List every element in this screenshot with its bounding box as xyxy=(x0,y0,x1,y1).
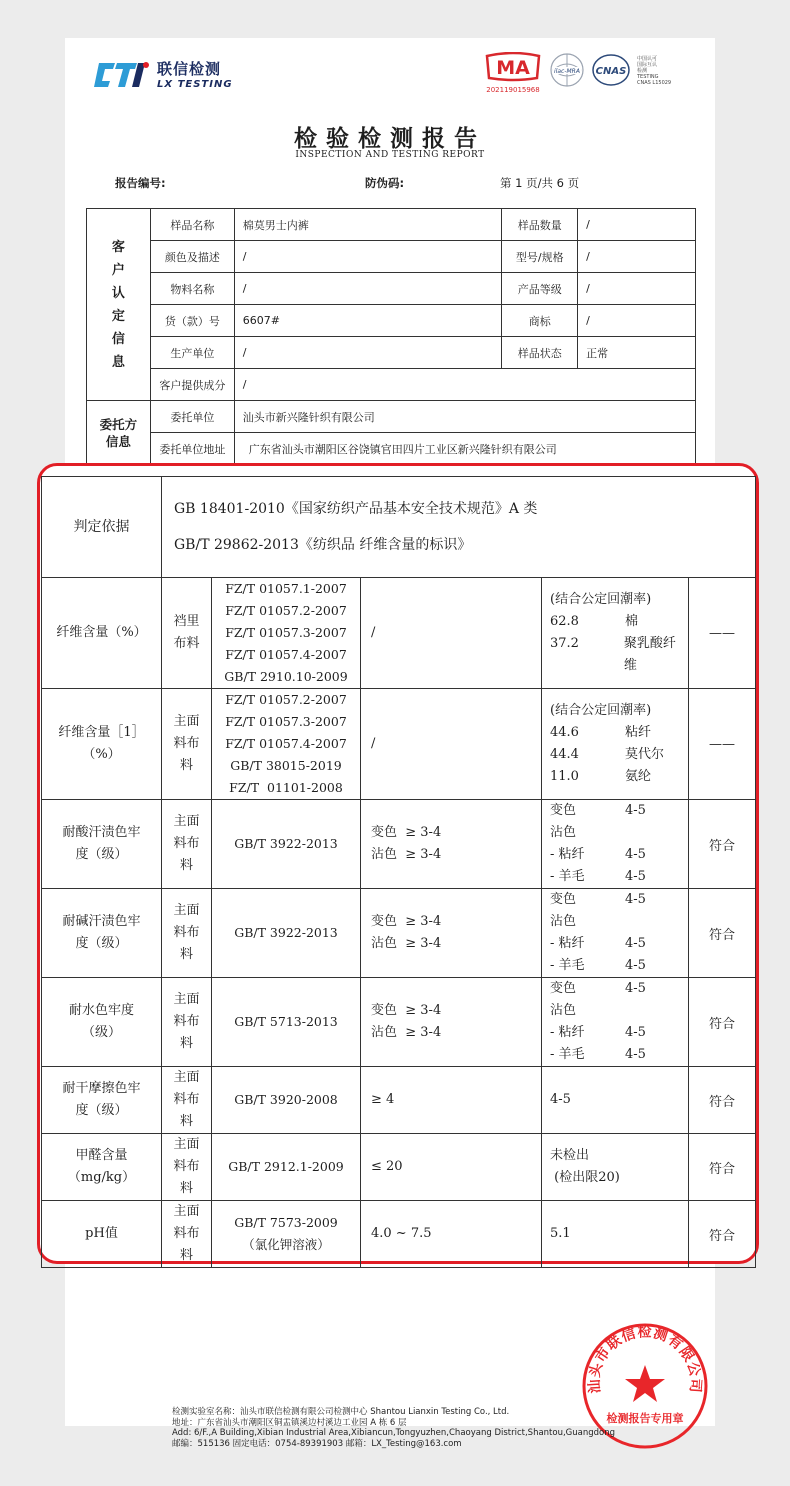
test-standard-text: GB/T 7573-2009 xyxy=(234,1215,338,1230)
sample-part-text: 料 xyxy=(179,758,193,773)
requirement-text: 变色 ≥ 3-4 xyxy=(371,1003,442,1018)
report-number-label: 报告编号: xyxy=(115,176,166,190)
test-standard xyxy=(212,1134,361,1201)
test-item-name: 度（级） xyxy=(75,847,128,862)
info-row xyxy=(87,401,696,433)
result-value: 聚乳酸纤维 xyxy=(623,636,676,673)
result-key: - 粘纤 xyxy=(550,936,585,951)
result-value: 4-5 xyxy=(625,847,646,862)
result-line xyxy=(550,844,688,866)
requirement xyxy=(361,689,542,800)
result-key: 37.2 xyxy=(550,636,579,651)
basis-label: 判定依据 xyxy=(42,477,162,578)
info-value: 广东省汕头市潮阳区谷饶镇官田四片工业区新兴隆针织有限公司 xyxy=(234,433,695,465)
sample-part-text: 料布 xyxy=(173,925,200,940)
requirement xyxy=(361,800,542,889)
test-item-name: 耐碱汗渍色牢 xyxy=(62,914,141,929)
sample-part-text: 主面 xyxy=(173,814,200,829)
result-line xyxy=(550,978,688,1000)
requirement-text: 沾色 ≥ 3-4 xyxy=(371,1025,442,1040)
test-standard-text: FZ/T 01057.4-2007 xyxy=(225,736,347,751)
info-value: / xyxy=(234,337,502,369)
sample-part-text: 主面 xyxy=(173,1070,200,1085)
test-item-name: 纤维含量（%） xyxy=(56,625,147,640)
info-label: 型号/规格 xyxy=(502,241,578,273)
lx-logo-icon xyxy=(93,59,151,89)
svg-text:ilac-MRA: ilac-MRA xyxy=(554,68,580,75)
info-row xyxy=(87,273,696,305)
result-key: 44.4 xyxy=(550,747,579,762)
info-value: 棉莫男士内裤 xyxy=(234,209,502,241)
test-standard-text: GB/T 2910.10-2009 xyxy=(224,669,348,684)
sample-part-text: 料 xyxy=(179,1248,193,1263)
requirement xyxy=(361,1201,542,1268)
result-key: 沾色 xyxy=(550,1003,577,1018)
test-result xyxy=(542,1067,689,1134)
result-value: 4-5 xyxy=(625,892,646,907)
test-item-name: 度（级） xyxy=(75,936,128,951)
test-item-name: 度（级） xyxy=(75,1103,128,1118)
certification-logos xyxy=(483,52,685,94)
test-result xyxy=(542,689,689,800)
test-item xyxy=(42,889,162,978)
logo-en-text: LX TESTING xyxy=(157,79,233,90)
sample-part-text: 料 xyxy=(179,1181,193,1196)
result-value: 4-5 xyxy=(625,803,646,818)
result-row xyxy=(42,1067,756,1134)
result-value: 莫代尔 xyxy=(625,747,665,762)
test-standard xyxy=(212,889,361,978)
test-standard xyxy=(212,1201,361,1268)
sample-part-text: 主面 xyxy=(173,714,200,729)
test-standard-text: GB/T 3922-2013 xyxy=(234,836,338,851)
test-item xyxy=(42,800,162,889)
requirement xyxy=(361,1067,542,1134)
footer-line: 地址：广东省汕头市潮阳区铜盂镇溪边村溪边工业园 A 栋 6 层 xyxy=(172,1417,407,1428)
basis-content xyxy=(162,477,756,578)
result-key: (结合公定回潮率) xyxy=(550,592,652,607)
info-row xyxy=(87,369,696,401)
info-value: / xyxy=(578,209,696,241)
test-item-name: 耐水色牢度 xyxy=(68,1003,134,1018)
test-standard-text: GB/T 3922-2013 xyxy=(234,925,338,940)
test-result xyxy=(542,1201,689,1268)
result-line xyxy=(550,866,688,888)
sample-part-text: 料 xyxy=(179,947,193,962)
result-line xyxy=(550,822,688,844)
result-line xyxy=(550,1000,688,1022)
info-label: 货（款）号 xyxy=(150,305,234,337)
requirement-text: / xyxy=(371,625,376,640)
result-key: (检出限20) xyxy=(550,1170,620,1185)
requirement-text: 变色 ≥ 3-4 xyxy=(371,914,442,929)
info-value: / xyxy=(234,273,502,305)
sample-part-text: 料布 xyxy=(173,1159,200,1174)
sample-part-text: 主面 xyxy=(173,1137,200,1152)
info-label: 委托单位地址 xyxy=(150,433,234,465)
test-standard-text: GB/T 3920-2008 xyxy=(234,1092,338,1107)
test-results-table xyxy=(41,476,756,1268)
company-logo xyxy=(93,58,233,90)
info-label: 产品等级 xyxy=(502,273,578,305)
result-key: 5.1 xyxy=(550,1226,571,1241)
result-line xyxy=(550,1167,688,1189)
conclusion: 符合 xyxy=(689,800,756,889)
result-key: 11.0 xyxy=(550,769,579,784)
test-item-name: 耐干摩擦色牢 xyxy=(62,1081,141,1096)
result-line xyxy=(550,766,688,788)
result-line xyxy=(550,1089,688,1111)
info-label: 客户提供成分 xyxy=(150,369,234,401)
result-value: 棉 xyxy=(625,614,639,629)
basis-standard: GB/T 29862-2013《纺织品 纤维含量的标识》 xyxy=(174,537,472,553)
info-value: / xyxy=(578,241,696,273)
info-value: / xyxy=(578,273,696,305)
requirement-text: ≤ 20 xyxy=(371,1159,403,1174)
footer-line: Add: 6/F.,A Building,Xibian Industrial Area,Xibiancun,Tongyuzhen,Chaoyang District,Shantou,Guangdong xyxy=(172,1428,616,1438)
result-key: 未检出 xyxy=(550,1148,590,1163)
svg-text:CNAS: CNAS xyxy=(595,66,627,77)
result-value: 4-5 xyxy=(625,958,646,973)
test-result xyxy=(542,889,689,978)
sample-part xyxy=(162,578,212,689)
customer-group-label: 客 户 认 定 信 息 xyxy=(87,209,151,401)
result-line xyxy=(550,589,688,611)
requirement xyxy=(361,889,542,978)
test-standard-text: FZ/T 01057.3-2007 xyxy=(225,625,347,640)
result-key: 62.8 xyxy=(550,614,579,629)
report-subtitle: INSPECTION AND TESTING REPORT xyxy=(295,150,485,160)
ilac-mra-icon xyxy=(549,52,585,88)
sample-part xyxy=(162,800,212,889)
requirement xyxy=(361,978,542,1067)
result-row xyxy=(42,689,756,800)
test-standard xyxy=(212,800,361,889)
result-key: (结合公定回潮率) xyxy=(550,703,652,718)
test-item xyxy=(42,578,162,689)
info-label: 商标 xyxy=(502,305,578,337)
sample-part-text: 料 xyxy=(179,1114,193,1129)
test-standard xyxy=(212,578,361,689)
test-result xyxy=(542,978,689,1067)
result-row xyxy=(42,800,756,889)
result-key: - 羊毛 xyxy=(550,958,585,973)
info-row xyxy=(87,337,696,369)
client-group-label: 委托方 信息 xyxy=(87,401,151,465)
result-line xyxy=(550,889,688,911)
result-line xyxy=(550,633,688,677)
test-item-name: 耐酸汗渍色牢 xyxy=(62,825,141,840)
result-row xyxy=(42,1201,756,1268)
info-label: 生产单位 xyxy=(150,337,234,369)
test-standard-text: GB/T 5713-2013 xyxy=(234,1014,338,1029)
sample-part-text: 料 xyxy=(179,1036,193,1051)
report-title: 检验检测报告 xyxy=(294,125,486,152)
sample-part xyxy=(162,1201,212,1268)
info-value: / xyxy=(578,305,696,337)
sample-part-text: 料布 xyxy=(173,836,200,851)
basis-row xyxy=(42,477,756,578)
info-label: 样品状态 xyxy=(502,337,578,369)
result-value: 4-5 xyxy=(625,869,646,884)
result-key: 沾色 xyxy=(550,825,577,840)
info-value: 6607# xyxy=(234,305,502,337)
result-key: 变色 xyxy=(550,981,577,996)
info-value: 正常 xyxy=(578,337,696,369)
result-line xyxy=(550,1022,688,1044)
test-result xyxy=(542,578,689,689)
seal-text: 汕头市联信检测有限公司 xyxy=(586,1324,704,1394)
requirement xyxy=(361,1134,542,1201)
test-standard xyxy=(212,978,361,1067)
test-standard-text: FZ/T 01057.2-2007 xyxy=(225,603,347,618)
logo-cn-text: 联信检测 xyxy=(157,60,222,78)
test-standard-text: FZ/T 01057.2-2007 xyxy=(225,692,347,707)
info-value: 汕头市新兴隆针织有限公司 xyxy=(234,401,695,433)
test-item-name: （%） xyxy=(82,747,121,762)
basis-standard: GB 18401-2010《国家纺织产品基本安全技术规范》A 类 xyxy=(174,501,538,517)
result-value: 粘纤 xyxy=(625,725,652,740)
result-row xyxy=(42,578,756,689)
anti-fake-code-label: 防伪码: xyxy=(365,176,405,190)
svg-text:MA: MA xyxy=(496,57,530,79)
conclusion: —— xyxy=(689,689,756,800)
result-line xyxy=(550,700,688,722)
result-line xyxy=(550,1223,688,1245)
cma-code: 202119015968 xyxy=(486,86,540,94)
result-key: - 粘纤 xyxy=(550,847,585,862)
result-key: - 羊毛 xyxy=(550,869,585,884)
sample-part xyxy=(162,1134,212,1201)
requirement-text: 沾色 ≥ 3-4 xyxy=(371,847,442,862)
result-line xyxy=(550,1044,688,1066)
test-item xyxy=(42,1067,162,1134)
test-standard-text: （氯化钾溶液） xyxy=(242,1237,330,1252)
sample-part-text: 料布 xyxy=(173,1226,200,1241)
sample-part-text: 料 xyxy=(179,858,193,873)
requirement xyxy=(361,578,542,689)
result-key: 变色 xyxy=(550,803,577,818)
info-value: / xyxy=(234,369,695,401)
test-standard-text: FZ/T 01101-2008 xyxy=(229,780,343,795)
test-item-name: （级） xyxy=(81,1025,121,1040)
conclusion: 符合 xyxy=(689,1134,756,1201)
cma-icon xyxy=(483,52,543,82)
result-line xyxy=(550,933,688,955)
result-line xyxy=(550,611,688,633)
info-label: 样品名称 xyxy=(150,209,234,241)
result-value: 4-5 xyxy=(625,1025,646,1040)
result-value: 4-5 xyxy=(625,1047,646,1062)
result-key: - 粘纤 xyxy=(550,1025,585,1040)
test-item-name: 甲醛含量 xyxy=(75,1148,128,1163)
result-row xyxy=(42,889,756,978)
result-line xyxy=(550,1145,688,1167)
footer-line: 检测实验室名称：汕头市联信检测有限公司检测中心 Shantou Lianxin Testing Co., Ltd. xyxy=(172,1407,510,1417)
test-item xyxy=(42,1201,162,1268)
lab-footer xyxy=(172,1407,642,1449)
test-item xyxy=(42,689,162,800)
test-item-name: （mg/kg） xyxy=(67,1170,136,1185)
test-result xyxy=(542,1134,689,1201)
requirement-text: ≥ 4 xyxy=(371,1092,395,1107)
result-row xyxy=(42,978,756,1067)
result-line xyxy=(550,800,688,822)
info-row xyxy=(87,241,696,273)
sample-part-text: 料布 xyxy=(173,1092,200,1107)
result-line xyxy=(550,722,688,744)
cnas-icon xyxy=(591,52,631,88)
info-value: / xyxy=(234,241,502,273)
result-line xyxy=(550,744,688,766)
conclusion: 符合 xyxy=(689,1201,756,1268)
sample-part-text: 裆里 xyxy=(173,614,200,629)
result-value: 氨纶 xyxy=(625,769,652,784)
sample-part xyxy=(162,689,212,800)
test-standard-text: GB/T 38015-2019 xyxy=(230,758,342,773)
conclusion: 符合 xyxy=(689,978,756,1067)
conclusion: 符合 xyxy=(689,1067,756,1134)
info-row xyxy=(87,305,696,337)
sample-part-text: 布料 xyxy=(173,636,200,651)
info-row xyxy=(87,433,696,465)
cma-mark xyxy=(483,52,543,94)
sample-part-text: 主面 xyxy=(173,992,200,1007)
result-value: 4-5 xyxy=(625,936,646,951)
sample-part xyxy=(162,1067,212,1134)
result-key: 变色 xyxy=(550,892,577,907)
sample-part-text: 料布 xyxy=(173,736,200,751)
seal-bottom-text: 检测报告专用章 xyxy=(606,1412,684,1425)
result-line xyxy=(550,955,688,977)
info-label: 物料名称 xyxy=(150,273,234,305)
test-standard-text: FZ/T 01057.4-2007 xyxy=(225,647,347,662)
test-standard xyxy=(212,1067,361,1134)
test-item xyxy=(42,1134,162,1201)
requirement-text: / xyxy=(371,736,376,751)
conclusion: 符合 xyxy=(689,889,756,978)
info-label: 颜色及描述 xyxy=(150,241,234,273)
test-item-name: 纤维含量［1］ xyxy=(58,725,145,740)
sample-part-text: 主面 xyxy=(173,1204,200,1219)
test-standard-text: GB/T 2912.1-2009 xyxy=(228,1159,344,1174)
footer-line: 邮编：515136 固定电话：0754-89391903 邮箱：LX_Testing@163.com xyxy=(172,1438,462,1449)
info-label: 样品数量 xyxy=(502,209,578,241)
cnas-text: 中国认可 国际互认 检测 TESTING CNAS L15029 xyxy=(637,56,672,86)
requirement-text: 变色 ≥ 3-4 xyxy=(371,825,442,840)
test-item-name: pH值 xyxy=(85,1226,118,1241)
page-info: 第 1 页/共 6 页 xyxy=(500,176,580,190)
requirement-text: 沾色 ≥ 3-4 xyxy=(371,936,442,951)
sample-part-text: 主面 xyxy=(173,903,200,918)
result-value: 4-5 xyxy=(625,981,646,996)
conclusion: —— xyxy=(689,578,756,689)
result-key: 4-5 xyxy=(550,1092,571,1107)
sample-part xyxy=(162,889,212,978)
results-highlight-frame xyxy=(37,463,759,1264)
info-label: 委托单位 xyxy=(150,401,234,433)
result-row xyxy=(42,1134,756,1201)
test-item xyxy=(42,978,162,1067)
test-standard-text: FZ/T 01057.1-2007 xyxy=(225,581,347,596)
info-row xyxy=(87,209,696,241)
sample-part xyxy=(162,978,212,1067)
test-result xyxy=(542,800,689,889)
sample-part-text: 料布 xyxy=(173,1014,200,1029)
test-standard-text: FZ/T 01057.3-2007 xyxy=(225,714,347,729)
result-key: 44.6 xyxy=(550,725,579,740)
test-standard xyxy=(212,689,361,800)
customer-info-table xyxy=(86,208,696,465)
result-key: 沾色 xyxy=(550,914,577,929)
result-key: - 羊毛 xyxy=(550,1047,585,1062)
requirement-text: 4.0 ~ 7.5 xyxy=(371,1226,432,1241)
result-line xyxy=(550,911,688,933)
